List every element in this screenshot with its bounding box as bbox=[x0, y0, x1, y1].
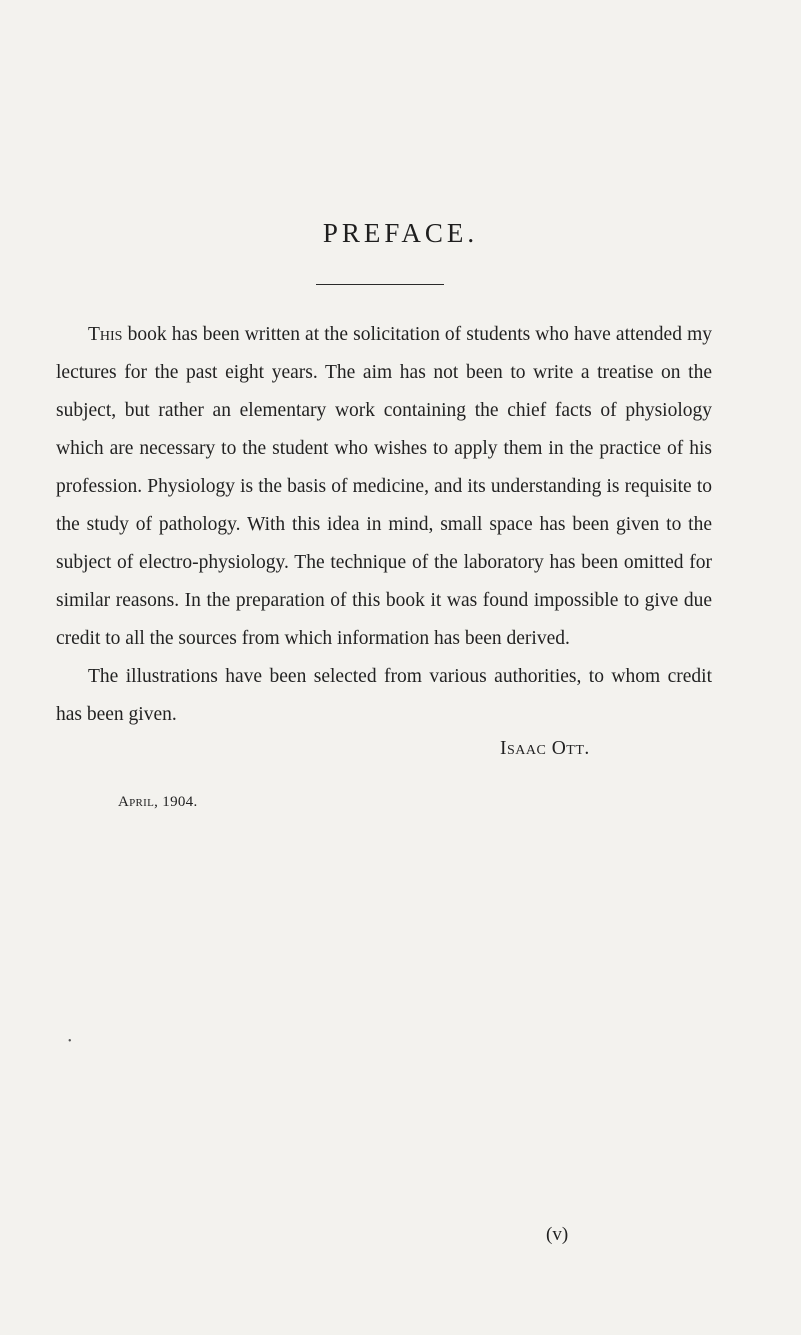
author-signature: Isaac Ott. bbox=[500, 738, 590, 759]
page-number: (v) bbox=[546, 1224, 569, 1245]
preface-date: April, 1904. bbox=[118, 794, 198, 810]
preface-body bbox=[56, 316, 712, 734]
ink-speck-mark: • bbox=[68, 1036, 72, 1047]
paragraph-1-text: book has been written at the solicitation of students who have attended my lectures for the past eight years. The aim has not been to write a treatise on the subject, but rather an elementary work containing the chief facts of physiology which are necessary to the student who wishes to apply them in the practice of his profession. Physiology is the basis of medicine, and its understanding is requisite to the study of pathology. With this idea in mind, small space has been given to the subject of electro-physiology. The technique of the laboratory has been omitted for similar reasons. In the preparation of this book it was found impossible to give due credit to all the sources from which information has been derived. bbox=[56, 324, 712, 649]
page-title: PREFACE. bbox=[322, 218, 479, 248]
paragraph-1 bbox=[56, 316, 712, 658]
paragraph-2: The illustrations have been selected from various authorities, to whom credit has been given. bbox=[56, 666, 712, 725]
title-rule bbox=[316, 284, 444, 285]
paragraph-1-lead: This bbox=[88, 324, 123, 345]
